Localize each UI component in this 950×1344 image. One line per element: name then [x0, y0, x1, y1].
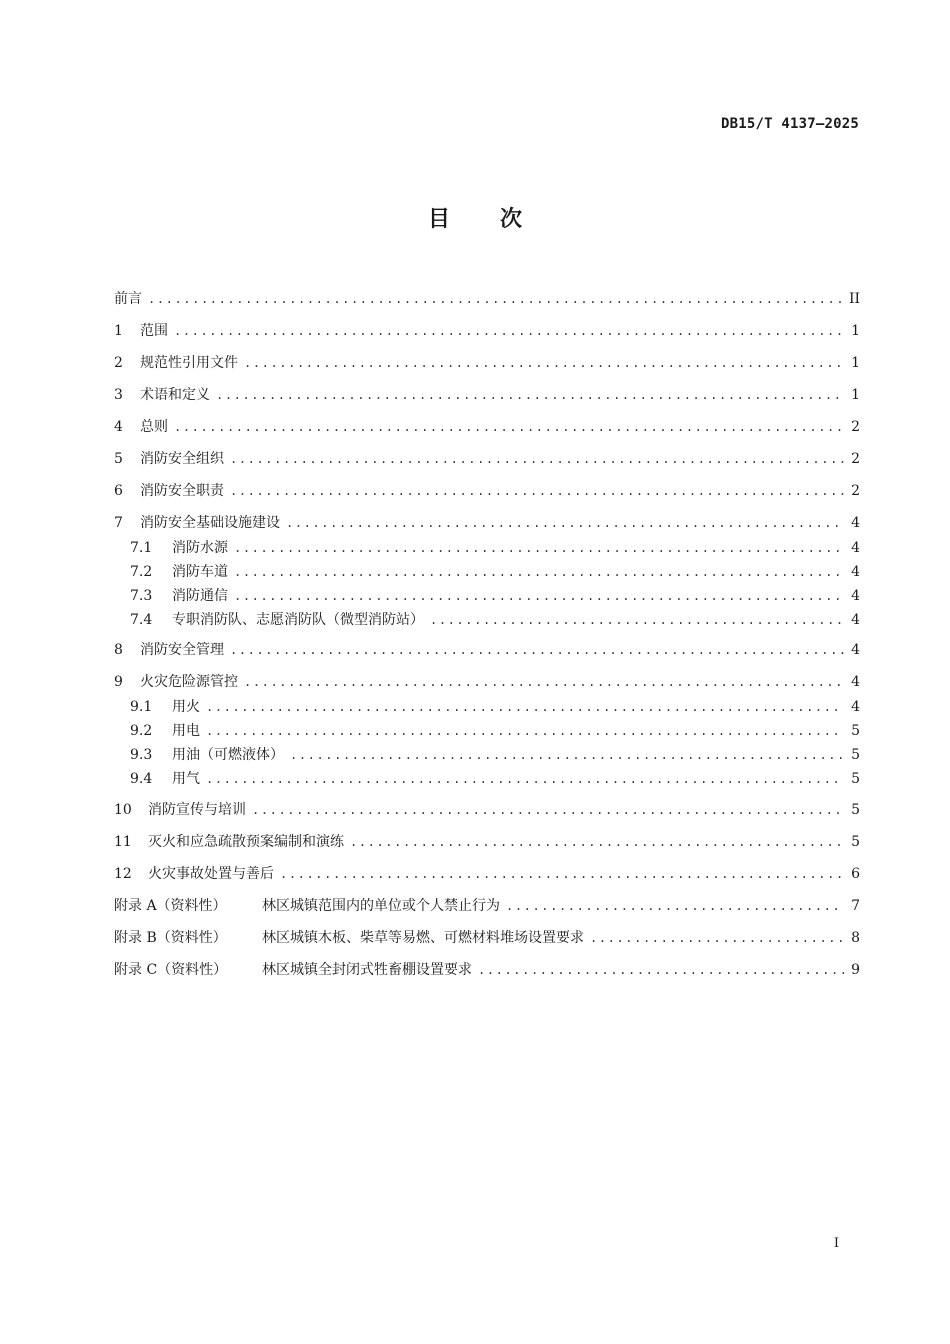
toc-entry-page: 5 — [851, 723, 860, 739]
toc-entry-7-4[interactable] — [114, 609, 860, 631]
toc-entry-9-4[interactable] — [114, 768, 860, 790]
toc-entry-page: 2 — [851, 483, 860, 499]
toc-entry-number: 12 — [114, 866, 132, 882]
toc-entry-page: 5 — [851, 747, 860, 763]
toc-entry-number: 2 — [114, 355, 123, 371]
toc-entry-number: 7.4 — [130, 612, 153, 628]
toc-leader — [252, 799, 844, 821]
toc-entry-number: 7.2 — [130, 564, 153, 580]
toc-entry-number: 3 — [114, 387, 123, 403]
toc-entry-page: 4 — [851, 515, 860, 531]
toc-entry-label: 林区城镇范围内的单位或个人禁止行为 — [262, 898, 500, 914]
toc-entry-label: 用电 — [172, 723, 200, 739]
toc-entry-number: 11 — [114, 834, 132, 850]
toc-entry-page: 8 — [851, 930, 860, 946]
toc-entry-3[interactable] — [114, 384, 860, 406]
toc-entry-label: 消防水源 — [172, 540, 228, 556]
toc-entry-page: 9 — [851, 962, 860, 978]
toc-entry-label: 前言 — [114, 291, 142, 307]
toc-entry-page: 4 — [851, 564, 860, 580]
toc-entry-number: 9.3 — [130, 747, 153, 763]
toc-entry-number: 10 — [114, 802, 132, 818]
toc-leader — [216, 384, 844, 406]
toc-entry-label: 消防安全基础设施建设 — [140, 515, 280, 531]
toc-entry-number: 9.4 — [130, 771, 153, 787]
toc-entry-10[interactable] — [114, 799, 860, 821]
toc-entry-label: 火灾危险源管控 — [140, 674, 238, 690]
toc-entry-number: 附录 A（资料性） — [114, 898, 227, 914]
toc-entry-9-1[interactable] — [114, 696, 860, 718]
toc-entry-number: 5 — [114, 451, 123, 467]
toc-entry-9-2[interactable] — [114, 720, 860, 742]
toc-entry-page: II — [848, 291, 860, 307]
toc-entry-label: 规范性引用文件 — [140, 355, 238, 371]
toc-entry-7-2[interactable] — [114, 561, 860, 583]
toc-entry-label: 用火 — [172, 699, 200, 715]
toc-leader — [230, 639, 844, 661]
toc-entry-appendix-a[interactable] — [114, 895, 860, 917]
toc-entry-1[interactable] — [114, 320, 860, 342]
toc-entry-number: 9.2 — [130, 723, 153, 739]
toc-entry-page: 1 — [851, 323, 860, 339]
toc-entry-page: 1 — [851, 355, 860, 371]
toc-entry-number: 1 — [114, 323, 123, 339]
document-code: DB15/T 4137—2025 — [720, 116, 859, 132]
toc-leader — [478, 959, 844, 981]
toc-leader — [206, 720, 844, 742]
toc-entry-page: 4 — [851, 588, 860, 604]
toc-leader — [234, 561, 844, 583]
toc-leader — [234, 585, 844, 607]
toc-entry-8[interactable] — [114, 639, 860, 661]
toc-entry-page: 2 — [851, 451, 860, 467]
toc-entry-appendix-b[interactable] — [114, 927, 860, 949]
toc-entry-number: 附录 C（资料性） — [114, 962, 228, 978]
toc-entry-page: 4 — [851, 612, 860, 628]
toc-leader — [230, 480, 844, 502]
toc-leader — [280, 863, 844, 885]
toc-entry-page: 5 — [851, 771, 860, 787]
toc-leader — [174, 320, 844, 342]
toc-entry-page: 2 — [851, 419, 860, 435]
toc-leader — [230, 448, 844, 470]
toc-entry-label: 消防车道 — [172, 564, 228, 580]
toc-entry-label: 消防安全职责 — [140, 483, 224, 499]
toc-entry-label: 总则 — [140, 419, 168, 435]
toc-entry-9-3[interactable] — [114, 744, 860, 766]
toc-entry-number: 9 — [114, 674, 123, 690]
toc-entry-page: 7 — [851, 898, 860, 914]
toc-entry-5[interactable] — [114, 448, 860, 470]
toc-entry-page: 5 — [851, 834, 860, 850]
toc-entry-12[interactable] — [114, 863, 860, 885]
toc-entry-number: 4 — [114, 419, 123, 435]
toc-leader — [244, 352, 844, 374]
toc-leader — [174, 416, 844, 438]
toc-leader — [244, 671, 844, 693]
toc-leader — [234, 537, 844, 559]
toc-leader — [206, 696, 844, 718]
toc-entry-page: 4 — [851, 699, 860, 715]
footer-page-number: I — [833, 1236, 839, 1251]
toc-entry-label: 林区城镇木板、柴草等易燃、可燃材料堆场设置要求 — [262, 930, 584, 946]
toc-entry-page: 5 — [851, 802, 860, 818]
toc-entry-7[interactable] — [114, 512, 860, 534]
toc-entry-page: 6 — [851, 866, 860, 882]
toc-entry-number: 8 — [114, 642, 123, 658]
toc-entry-foreword[interactable] — [114, 288, 860, 310]
toc-entry-label: 火灾事故处置与善后 — [148, 866, 274, 882]
toc-entry-label: 灭火和应急疏散预案编制和演练 — [148, 834, 344, 850]
toc-entry-9[interactable] — [114, 671, 860, 693]
toc-entry-label: 消防宣传与培训 — [148, 802, 246, 818]
toc-entry-label: 消防通信 — [172, 588, 228, 604]
toc-entry-4[interactable] — [114, 416, 860, 438]
toc-entry-page: 4 — [851, 540, 860, 556]
toc-entry-number: 附录 B（资料性） — [114, 930, 227, 946]
toc-leader — [506, 895, 844, 917]
toc-leader — [286, 512, 844, 534]
toc-entry-number: 7.3 — [130, 588, 153, 604]
toc-entry-6[interactable] — [114, 480, 860, 502]
toc-entry-label: 范围 — [140, 323, 168, 339]
toc-entry-11[interactable] — [114, 831, 860, 853]
toc-leader — [430, 609, 844, 631]
toc-leader — [290, 744, 844, 766]
toc-entry-number: 7 — [114, 515, 123, 531]
toc-entry-2[interactable] — [114, 352, 860, 374]
title-char-2: 次 — [500, 207, 523, 232]
toc-entry-number: 9.1 — [130, 699, 153, 715]
toc-entry-label: 用油（可燃液体） — [172, 747, 284, 763]
toc-entry-label: 用气 — [172, 771, 200, 787]
toc-leader — [206, 768, 844, 790]
toc-entry-number: 6 — [114, 483, 123, 499]
toc-entry-7-3[interactable] — [114, 585, 860, 607]
page-title — [0, 202, 950, 233]
toc-entry-page: 4 — [851, 642, 860, 658]
toc-entry-label: 林区城镇全封闭式牲畜棚设置要求 — [262, 962, 472, 978]
toc-entry-7-1[interactable] — [114, 537, 860, 559]
toc-entry-page: 4 — [851, 674, 860, 690]
toc-entry-appendix-c[interactable] — [114, 959, 860, 981]
toc-entry-page: 1 — [851, 387, 860, 403]
toc-entry-number: 7.1 — [130, 540, 153, 556]
title-char-1: 目 — [427, 207, 450, 232]
toc-leader — [590, 927, 844, 949]
toc-leader — [350, 831, 844, 853]
toc-entry-label: 消防安全管理 — [140, 642, 224, 658]
toc-entry-label: 消防安全组织 — [140, 451, 224, 467]
toc-leader — [148, 288, 843, 310]
toc-entry-label: 术语和定义 — [140, 387, 210, 403]
toc-entry-label: 专职消防队、志愿消防队（微型消防站） — [172, 612, 424, 628]
